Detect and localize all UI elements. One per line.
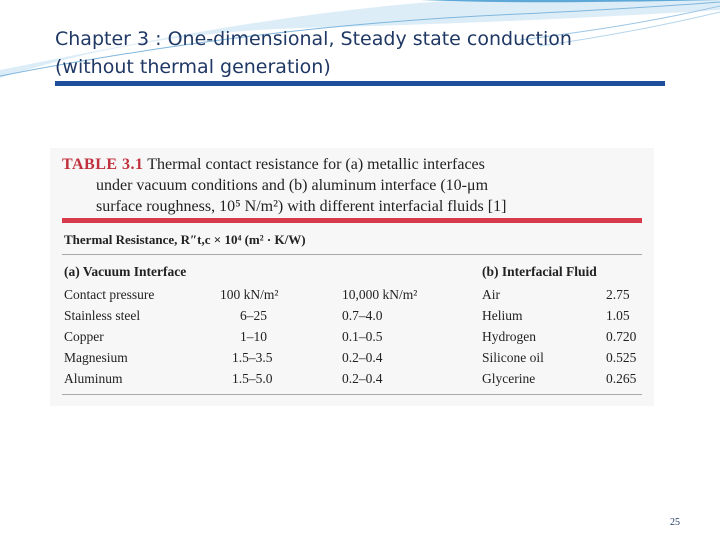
caption-divider (62, 218, 642, 223)
value-10000: 0.1–0.5 (342, 329, 383, 344)
fluid-name: Air (482, 287, 500, 302)
value-10000: 0.2–0.4 (342, 371, 383, 386)
vacuum-header-label: Contact pressure (64, 287, 155, 302)
section-b-heading: (b) Interfacial Fluid (482, 264, 597, 279)
table-bottom-rule (62, 394, 642, 395)
slide-title-line2: (without thermal generation) (55, 56, 331, 78)
subheader-rule (62, 254, 642, 255)
table-caption (62, 154, 642, 217)
title-underline (55, 81, 665, 86)
table-tag: TABLE 3.1 (62, 156, 144, 173)
fluid-name: Hydrogen (482, 329, 536, 344)
fluid-value: 0.265 (606, 371, 637, 386)
fluid-name: Silicone oil (482, 350, 544, 365)
caption-line3: surface roughness, 10⁵ N/m²) with different interfacial fluids [1] (96, 198, 507, 215)
table-3-1-figure (50, 148, 654, 406)
fluid-value: 0.525 (606, 350, 637, 365)
slide-title (55, 25, 655, 81)
vacuum-header-10000: 10,000 kN/m² (342, 287, 418, 302)
value-10000: 0.2–0.4 (342, 350, 383, 365)
value-10000: 0.7–4.0 (342, 308, 383, 323)
fluid-value: 0.720 (606, 329, 637, 344)
fluid-value: 1.05 (606, 308, 630, 323)
fluid-name: Glycerine (482, 371, 536, 386)
section-a-heading: (a) Vacuum Interface (64, 264, 187, 279)
fluid-name: Helium (482, 308, 523, 323)
material-name: Magnesium (64, 350, 128, 365)
value-100: 6–25 (240, 308, 267, 323)
material-name: Stainless steel (64, 308, 141, 323)
table-subheader: Thermal Resistance, R″t,c × 10⁴ (m² · K/W) (64, 232, 306, 247)
slide-title-line1: Chapter 3 : One-dimensional, Steady state conduction (55, 28, 572, 50)
caption-line1: Thermal contact resistance for (a) metallic interfaces (147, 156, 485, 173)
page-number: 25 (670, 517, 680, 528)
caption-line2: under vacuum conditions and (b) aluminum interface (10-μm (96, 177, 489, 194)
fluid-value: 2.75 (606, 287, 630, 302)
value-100: 1.5–5.0 (232, 371, 273, 386)
vacuum-header-100: 100 kN/m² (220, 287, 279, 302)
material-name: Aluminum (64, 371, 123, 386)
material-name: Copper (64, 329, 104, 344)
value-100: 1.5–3.5 (232, 350, 273, 365)
value-100: 1–10 (240, 329, 267, 344)
